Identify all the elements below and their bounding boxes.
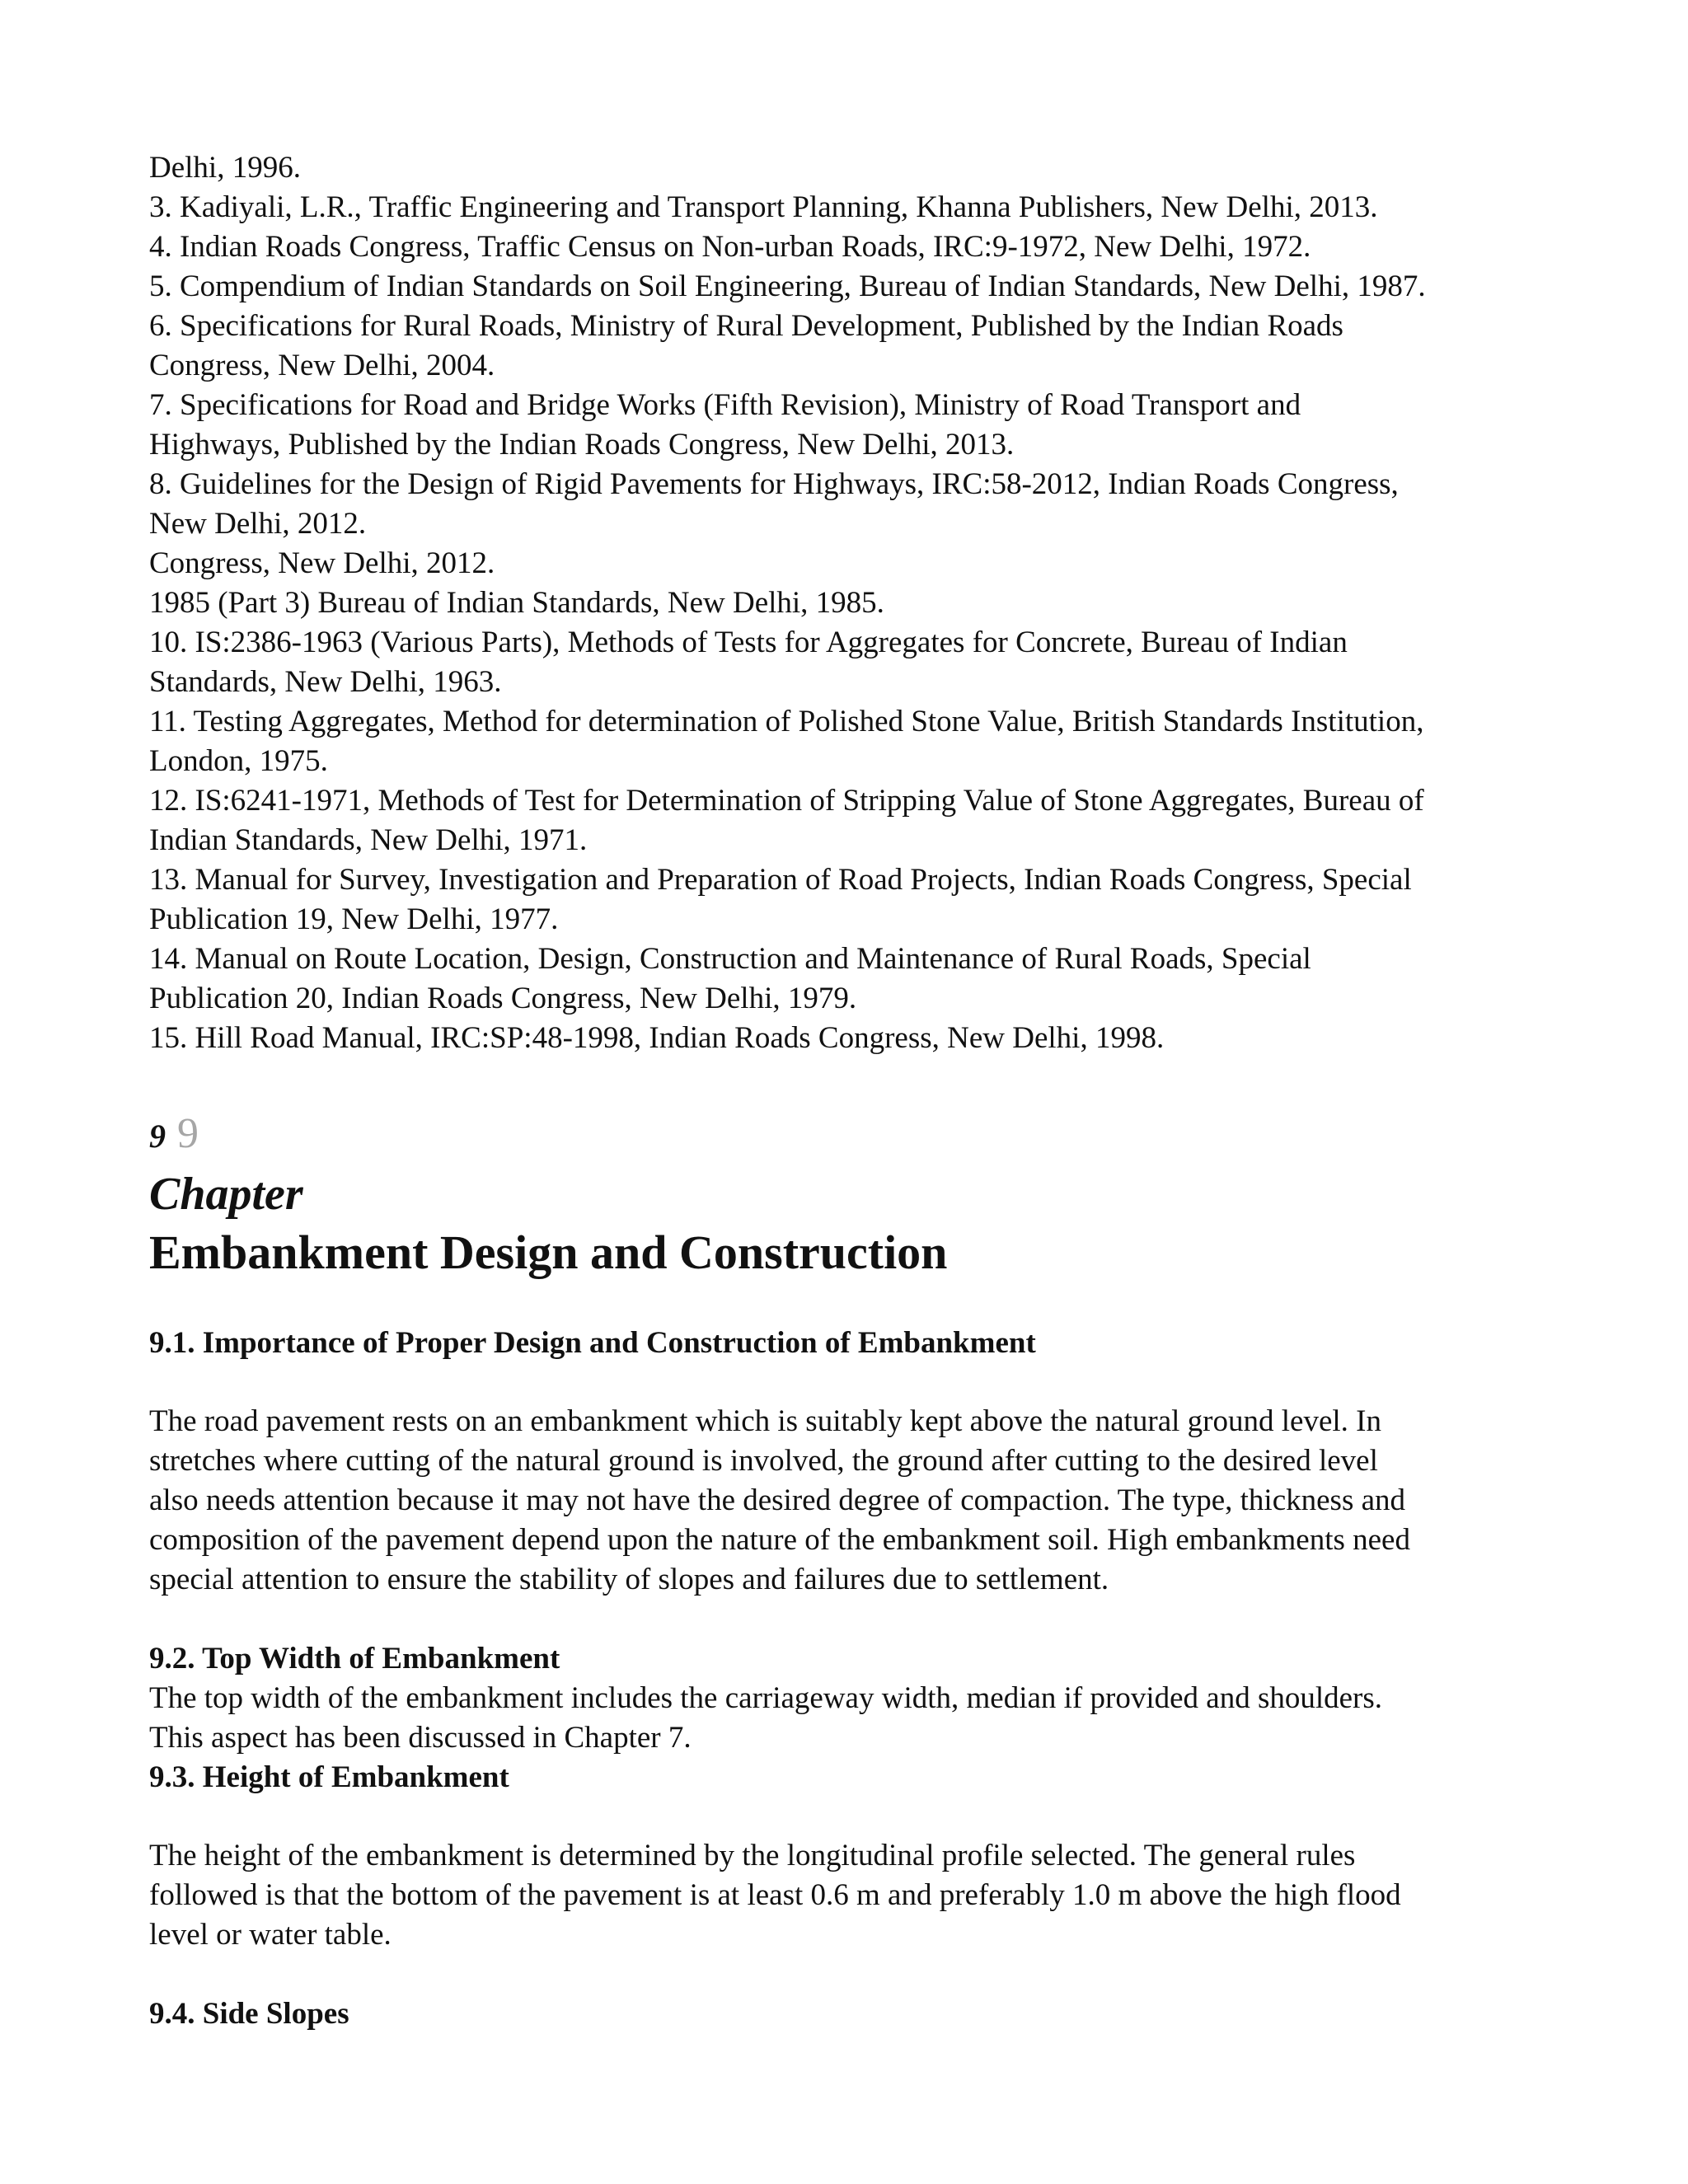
paragraph-line: followed is that the bottom of the pavement is at least 0.6 m and preferably 1.0 m above the high flood xyxy=(149,1878,1401,1912)
reference-line: London, 1975. xyxy=(149,744,328,778)
paragraph-line: This aspect has been discussed in Chapter 7. xyxy=(149,1721,692,1755)
chapter-label: Chapter xyxy=(149,1169,303,1220)
reference-line: 1985 (Part 3) Bureau of Indian Standards, New Delhi, 1985. xyxy=(149,586,884,620)
reference-line: Standards, New Delhi, 1963. xyxy=(149,665,502,699)
chapter-number-gray: 9 xyxy=(177,1110,199,1157)
reference-line: Congress, New Delhi, 2004. xyxy=(149,349,495,382)
reference-line: 5. Compendium of Indian Standards on Soil Engineering, Bureau of Indian Standards, New Delhi, 1987. xyxy=(149,269,1426,303)
reference-line: 14. Manual on Route Location, Design, Construction and Maintenance of Rural Roads, Special xyxy=(149,942,1311,976)
paragraph-line: stretches where cutting of the natural ground is involved, the ground after cutting to the desired level xyxy=(149,1444,1378,1478)
document-page xyxy=(149,148,1550,2034)
reference-line: 10. IS:2386-1963 (Various Parts), Methods of Tests for Aggregates for Concrete, Bureau of Indian xyxy=(149,626,1348,659)
reference-line: Congress, New Delhi, 2012. xyxy=(149,546,495,580)
section-heading-9-4: 9.4. Side Slopes xyxy=(149,1997,349,2031)
paragraph-line: The height of the embankment is determined by the longitudinal profile selected. The general rules xyxy=(149,1839,1356,1872)
reference-line: 8. Guidelines for the Design of Rigid Pavements for Highways, IRC:58-2012, Indian Roads Congress, xyxy=(149,467,1399,501)
section-9-2-paragraph xyxy=(149,1679,1550,1758)
paragraph-line: The road pavement rests on an embankment which is suitably kept above the natural ground level. In xyxy=(149,1404,1381,1438)
reference-line: Highways, Published by the Indian Roads Congress, New Delhi, 2013. xyxy=(149,428,1015,462)
section-heading-9-2: 9.2. Top Width of Embankment xyxy=(149,1642,560,1675)
paragraph-line: composition of the pavement depend upon the nature of the embankment soil. High embankments need xyxy=(149,1523,1410,1557)
section-heading-9-1: 9.1. Importance of Proper Design and Construction of Embankment xyxy=(149,1326,1036,1360)
reference-line: 4. Indian Roads Congress, Traffic Census on Non-urban Roads, IRC:9-1972, New Delhi, 1972. xyxy=(149,230,1311,264)
reference-line: Indian Standards, New Delhi, 1971. xyxy=(149,823,588,857)
reference-line: Delhi, 1996. xyxy=(149,151,301,185)
chapter-title: Embankment Design and Construction xyxy=(149,1226,948,1279)
reference-line: Publication 20, Indian Roads Congress, New Delhi, 1979. xyxy=(149,982,857,1015)
section-9-3-paragraph xyxy=(149,1836,1550,1955)
paragraph-line: also needs attention because it may not have the desired degree of compaction. The type, thickness and xyxy=(149,1483,1406,1517)
reference-line: 11. Testing Aggregates, Method for determination of Polished Stone Value, British Standards Institution, xyxy=(149,705,1424,738)
paragraph-line: special attention to ensure the stability of slopes and failures due to settlement. xyxy=(149,1563,1109,1596)
reference-list xyxy=(149,148,1550,1058)
reference-line: 15. Hill Road Manual, IRC:SP:48-1998, Indian Roads Congress, New Delhi, 1998. xyxy=(149,1021,1165,1055)
reference-line: 3. Kadiyali, L.R., Traffic Engineering and Transport Planning, Khanna Publishers, New Delhi, 2013. xyxy=(149,190,1378,224)
chapter-number xyxy=(149,1109,1550,1160)
paragraph-line: The top width of the embankment includes the carriageway width, median if provided and shoulders. xyxy=(149,1681,1383,1715)
reference-line: 13. Manual for Survey, Investigation and Preparation of Road Projects, Indian Roads Congress, Special xyxy=(149,863,1412,897)
reference-line: New Delhi, 2012. xyxy=(149,507,367,541)
reference-line: 7. Specifications for Road and Bridge Works (Fifth Revision), Ministry of Road Transport and xyxy=(149,388,1301,422)
chapter-number-italic: 9 xyxy=(149,1118,166,1155)
reference-line: 6. Specifications for Rural Roads, Ministry of Rural Development, Published by the Indian Roads xyxy=(149,309,1343,343)
section-9-1-paragraph xyxy=(149,1402,1550,1600)
reference-line: 12. IS:6241-1971, Methods of Test for Determination of Stripping Value of Stone Aggregates, Bureau of xyxy=(149,784,1424,818)
reference-line: Publication 19, New Delhi, 1977. xyxy=(149,902,559,936)
section-heading-9-3: 9.3. Height of Embankment xyxy=(149,1760,509,1794)
paragraph-line: level or water table. xyxy=(149,1918,392,1952)
